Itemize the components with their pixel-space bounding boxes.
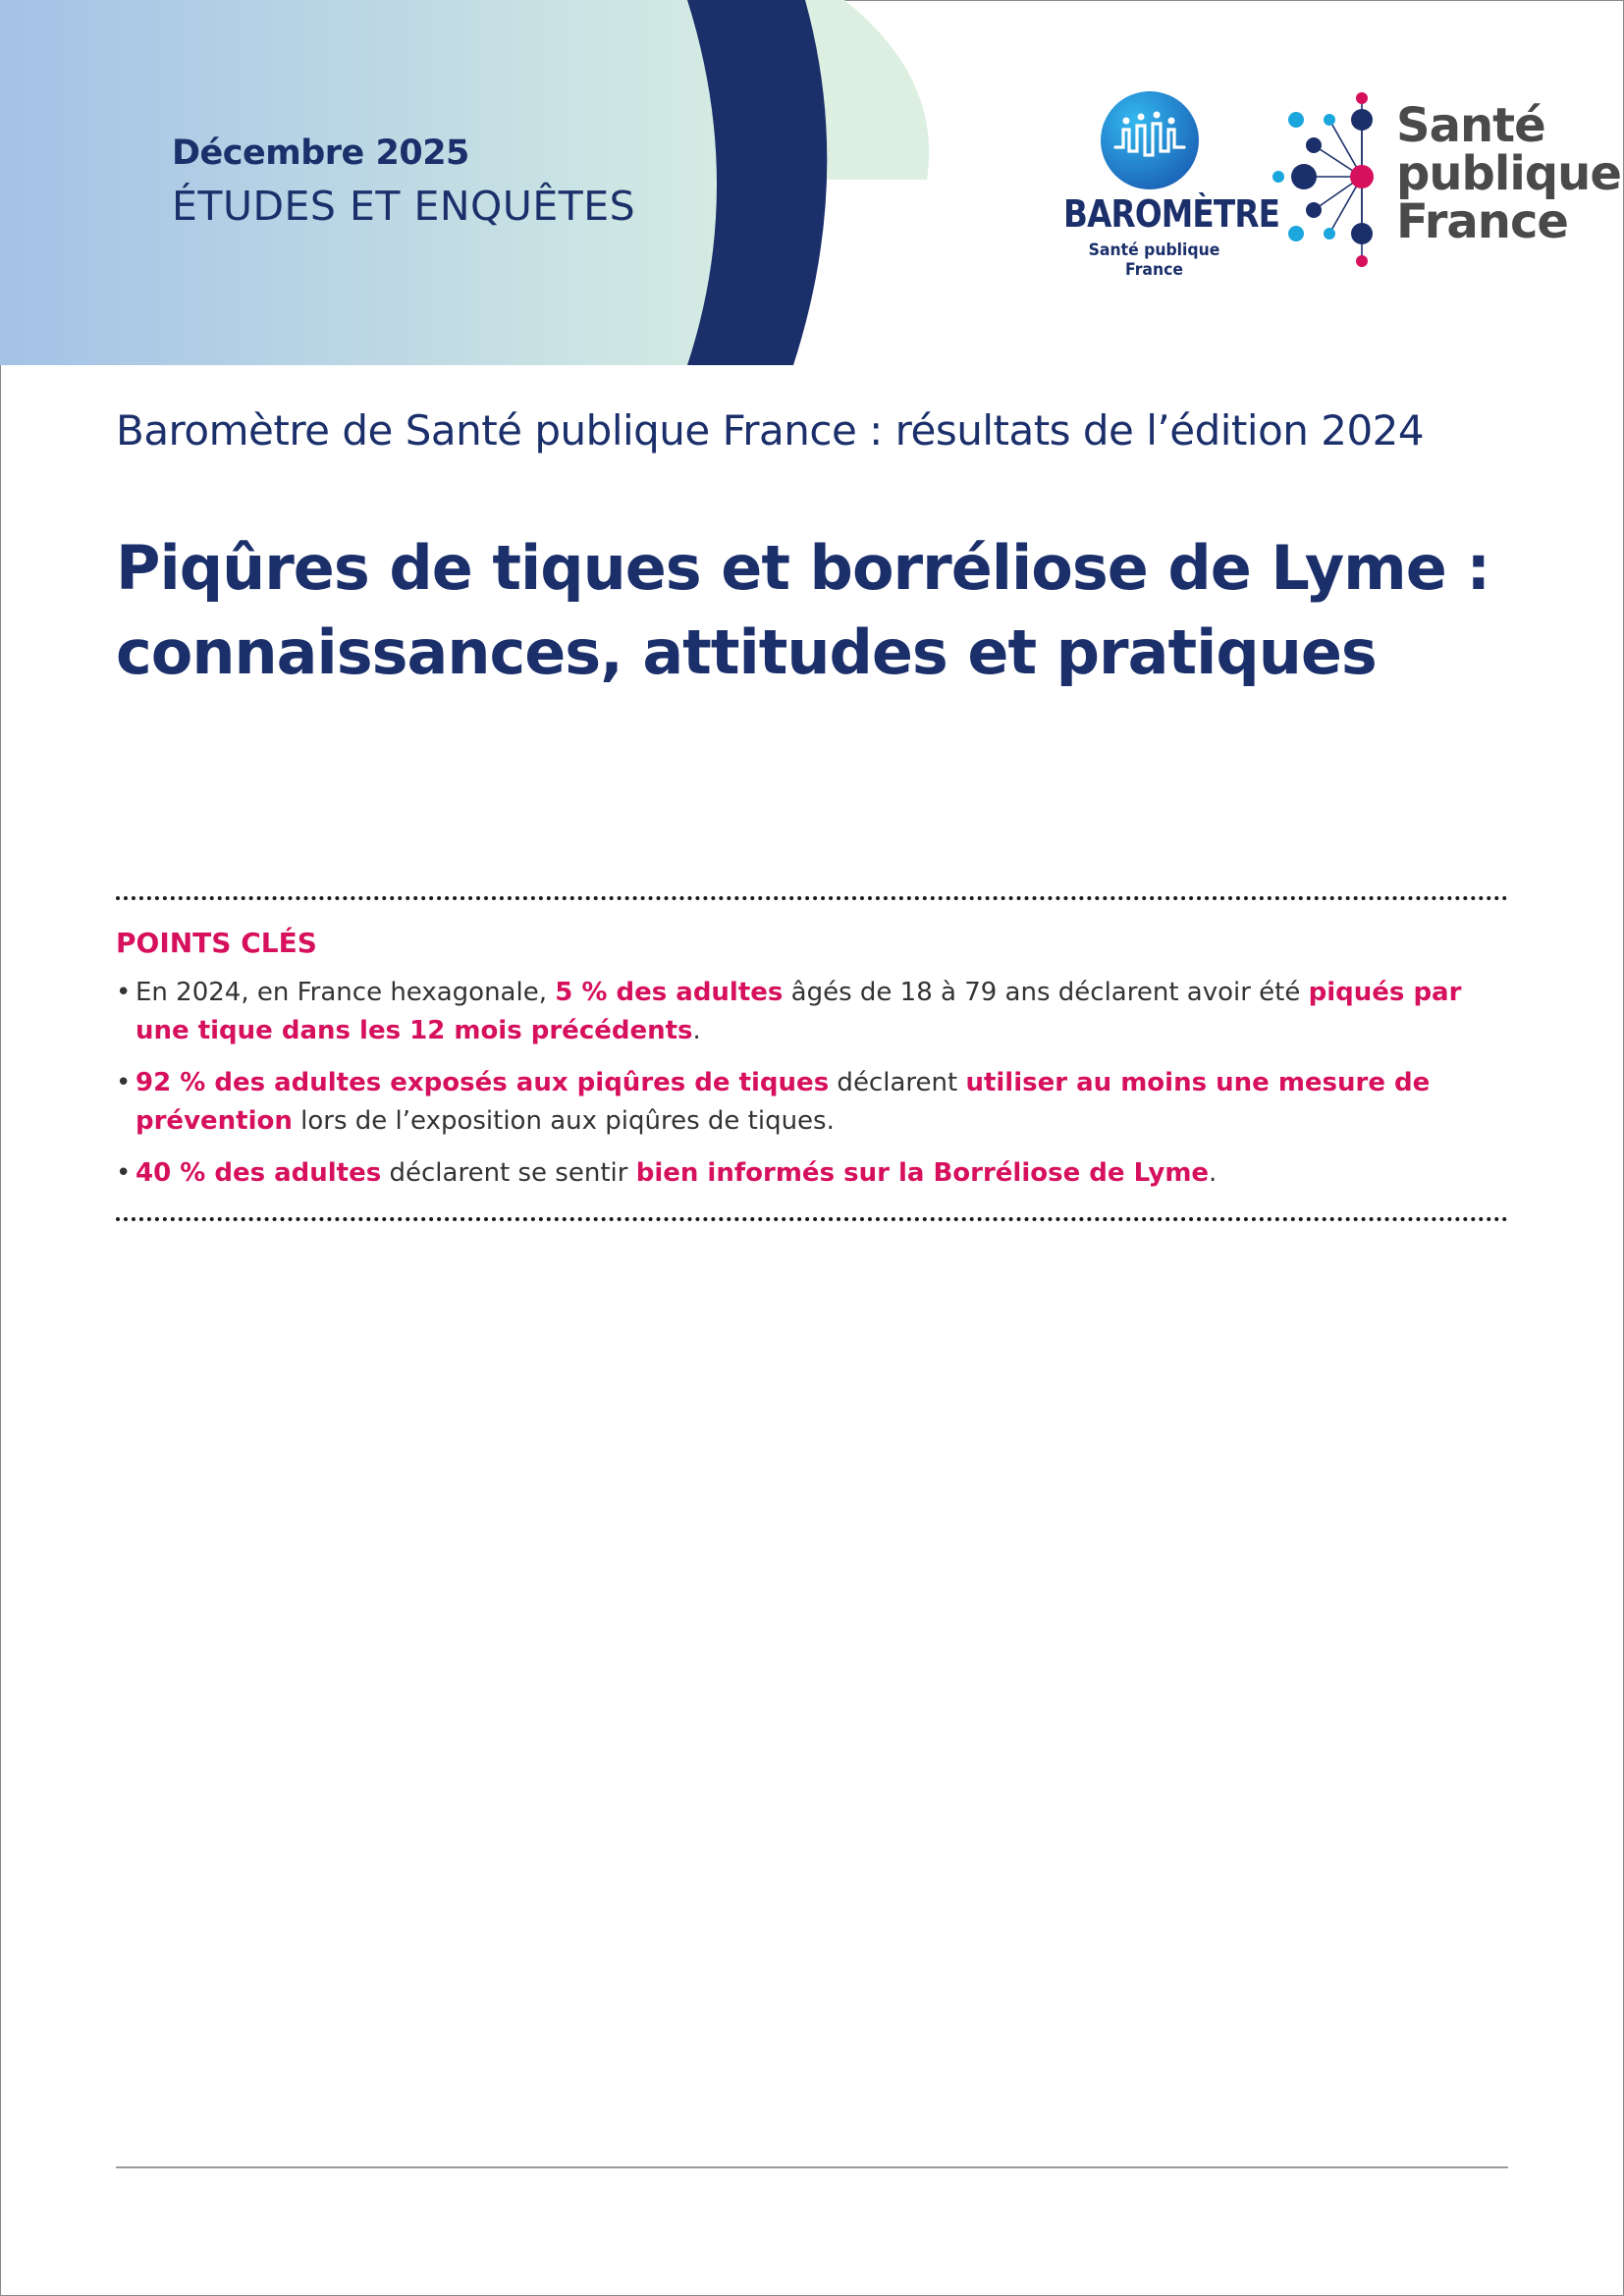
- spf-network-logo-icon: [1269, 86, 1396, 273]
- key-point-highlight: 40 % des adultes: [135, 1158, 382, 1188]
- key-point-item: [116, 974, 1510, 1050]
- key-point-text: déclarent: [829, 1068, 966, 1097]
- barometre-logo-subtitle: Santé publique France: [1088, 240, 1220, 280]
- key-points-heading: POINTS CLÉS: [116, 927, 317, 959]
- key-point-highlight: 92 % des adultes exposés aux piqûres de tiques: [135, 1068, 830, 1097]
- key-point-item: [116, 1064, 1510, 1141]
- document-title: [116, 526, 1510, 695]
- spf-logo-wordmark: [1396, 98, 1621, 249]
- key-point-highlight: piqués par une tique dans les 12 mois précédents: [135, 978, 1462, 1045]
- publication-date: Décembre 2025: [172, 133, 469, 173]
- key-point-highlight: 5 % des adultes: [555, 978, 784, 1007]
- key-points-bottom-divider: [116, 1217, 1508, 1221]
- spf-logo-line: publique: [1396, 146, 1621, 201]
- key-point-highlight: bien informés sur la Borréliose de Lyme: [635, 1158, 1210, 1188]
- key-point-text: déclarent se sentir: [381, 1158, 636, 1188]
- document-subtitle: Baromètre de Santé publique France : résultats de l’édition 2024: [116, 406, 1425, 454]
- footer-divider: [116, 2166, 1508, 2168]
- key-point-highlight: utiliser au moins une mesure de prévention: [135, 1068, 1431, 1136]
- key-points-list: [116, 974, 1510, 1206]
- document-title-line: connaissances, attitudes et pratiques: [116, 616, 1377, 688]
- key-point-text: âgés de 18 à 79 ans déclarent avoir été: [783, 978, 1309, 1007]
- key-point-text: En 2024, en France hexagonale,: [135, 978, 556, 1007]
- publication-series: ÉTUDES ET ENQUÊTES: [172, 183, 636, 230]
- barometre-logo: [1049, 90, 1280, 280]
- spf-logo-line: Santé: [1396, 98, 1545, 153]
- key-point-text: lors de l’exposition aux piqûres de tiques.: [292, 1106, 835, 1136]
- key-points-top-divider: [116, 896, 1508, 900]
- barometre-logo-name: BAROMÈTRE: [1063, 192, 1280, 236]
- key-point-text: .: [1209, 1158, 1218, 1188]
- document-title-line: Piqûres de tiques et borréliose de Lyme :: [116, 532, 1490, 604]
- key-point-text: .: [692, 1016, 701, 1045]
- key-point-item: [116, 1154, 1510, 1193]
- spf-logo-line: France: [1396, 194, 1568, 249]
- barometre-logo-icon: [1100, 90, 1200, 190]
